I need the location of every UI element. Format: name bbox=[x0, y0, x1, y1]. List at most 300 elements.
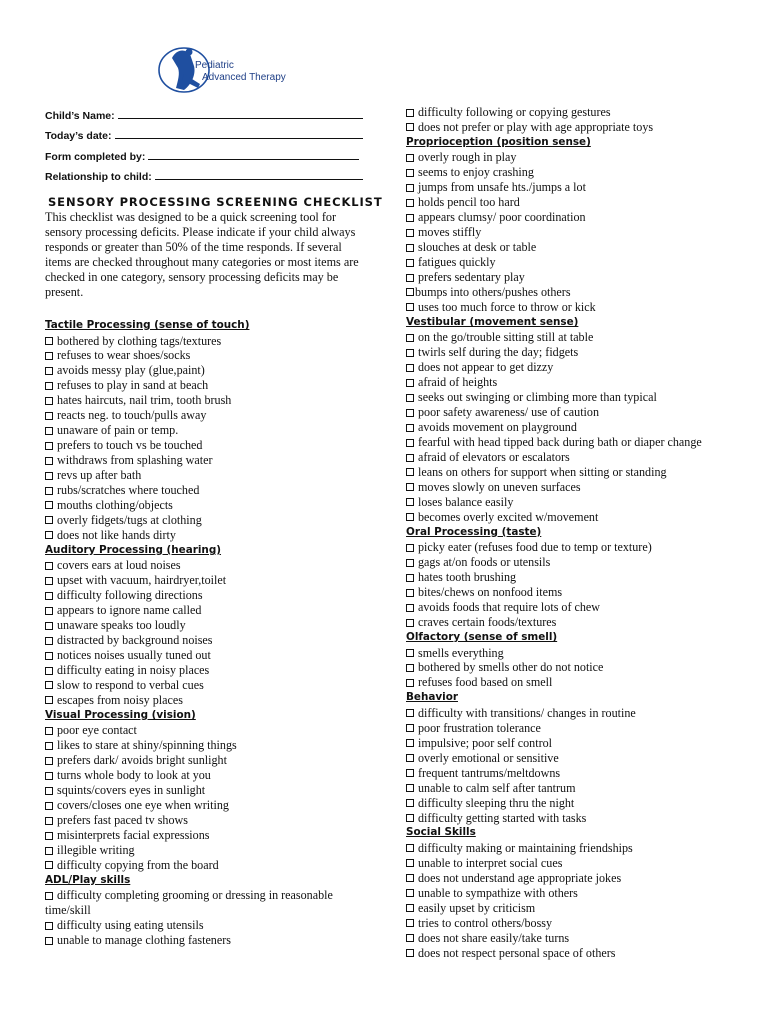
section-heading-adl-play: ADL/Play skills bbox=[45, 873, 131, 886]
checklist-item[interactable] bbox=[45, 678, 385, 693]
checklist-item[interactable] bbox=[406, 811, 751, 826]
checkbox[interactable] bbox=[45, 817, 53, 825]
checkbox[interactable] bbox=[45, 501, 53, 509]
checklist-item[interactable] bbox=[45, 723, 385, 738]
checkbox[interactable] bbox=[406, 574, 414, 582]
checkbox[interactable] bbox=[45, 577, 53, 585]
checklist-item[interactable] bbox=[45, 738, 385, 753]
checklist-item-label: avoids messy play (glue,paint) bbox=[57, 363, 205, 378]
checkbox[interactable] bbox=[45, 457, 53, 465]
checkbox[interactable] bbox=[45, 847, 53, 855]
checklist-item-label: difficulty following or copying gestures bbox=[418, 105, 611, 119]
checklist-item[interactable] bbox=[406, 435, 726, 450]
checkbox[interactable] bbox=[406, 334, 414, 342]
checklist-item[interactable] bbox=[45, 828, 385, 843]
checklist-item[interactable] bbox=[406, 675, 751, 690]
checkbox[interactable] bbox=[406, 214, 414, 222]
checklist-item-label: afraid of elevators or escalators bbox=[418, 450, 570, 465]
checkbox[interactable] bbox=[406, 559, 414, 567]
checkbox[interactable] bbox=[45, 442, 53, 450]
checklist-item-label: afraid of heights bbox=[418, 375, 498, 390]
section-heading-tactile: Tactile Processing (sense of touch) bbox=[45, 319, 250, 331]
checklist-item[interactable] bbox=[406, 405, 751, 420]
relationship-line[interactable] bbox=[155, 169, 363, 180]
checklist-item[interactable] bbox=[406, 600, 751, 615]
checkbox[interactable] bbox=[45, 472, 53, 480]
checklist-item[interactable] bbox=[406, 120, 751, 135]
checklist-item-label: difficulty copying from the board bbox=[57, 857, 219, 872]
checklist-item[interactable] bbox=[406, 646, 751, 661]
left-column bbox=[45, 318, 385, 948]
checkbox[interactable] bbox=[406, 439, 414, 447]
checkbox[interactable] bbox=[45, 337, 53, 345]
checklist-item[interactable] bbox=[406, 360, 751, 375]
checklist-item[interactable] bbox=[406, 946, 751, 961]
checklist-item-label: leans on others for support when sitting or standing bbox=[418, 464, 667, 479]
checklist-item-label: does not like hands dirty bbox=[57, 527, 176, 542]
checklist-item-label: hates haircuts, nail trim, tooth brush bbox=[57, 393, 232, 408]
section-list-adl-play bbox=[45, 888, 385, 948]
checkbox[interactable] bbox=[406, 244, 414, 252]
section-list-visual bbox=[45, 723, 385, 873]
checklist-item[interactable] bbox=[406, 420, 751, 435]
checklist-item[interactable] bbox=[406, 871, 751, 886]
checklist-item[interactable] bbox=[406, 510, 751, 525]
checkbox[interactable] bbox=[45, 772, 53, 780]
page-title: SENSORY PROCESSING SCREENING CHECKLIST bbox=[48, 195, 383, 209]
checklist-item-label: unable to sympathize with others bbox=[418, 885, 578, 900]
checklist-item[interactable] bbox=[406, 285, 751, 300]
checklist-item-label: misinterprets facial expressions bbox=[57, 828, 210, 843]
checklist-item-label: difficulty sleeping thru the night bbox=[418, 795, 575, 810]
checklist-item[interactable] bbox=[406, 255, 751, 270]
checkbox[interactable] bbox=[45, 696, 53, 704]
checklist-item-label: reacts neg. to touch/pulls away bbox=[57, 408, 207, 423]
checkbox[interactable] bbox=[45, 516, 53, 524]
checklist-item[interactable] bbox=[45, 378, 385, 393]
checklist-item-label: appears to ignore name called bbox=[57, 603, 202, 618]
checklist-item-label: difficulty following directions bbox=[57, 588, 203, 603]
checklist-item[interactable] bbox=[45, 498, 385, 513]
checklist-item[interactable] bbox=[45, 633, 385, 648]
checkbox[interactable] bbox=[406, 739, 414, 747]
checklist-item-label: holds pencil too hard bbox=[418, 195, 520, 210]
checkbox[interactable] bbox=[406, 454, 414, 462]
checklist-item-label: impulsive; poor self control bbox=[418, 735, 553, 750]
checklist-item-label: frequent tantrums/meltdowns bbox=[418, 765, 561, 780]
checklist-item[interactable] bbox=[406, 766, 751, 781]
checklist-item[interactable] bbox=[45, 783, 385, 798]
section-heading-visual: Visual Processing (vision) bbox=[45, 708, 196, 721]
checkbox[interactable] bbox=[45, 727, 53, 735]
checklist-item[interactable] bbox=[45, 393, 385, 408]
checkbox[interactable] bbox=[406, 364, 414, 372]
checklist-item-label: prefers sedentary play bbox=[418, 270, 525, 285]
checklist-item[interactable] bbox=[45, 363, 385, 378]
checklist-item[interactable] bbox=[406, 330, 751, 345]
checkbox[interactable] bbox=[45, 652, 53, 660]
checkbox[interactable] bbox=[406, 709, 414, 717]
checklist-item[interactable] bbox=[45, 933, 385, 948]
checklist-item-label: fearful with head tipped back during bath or diaper change bbox=[418, 435, 702, 450]
checklist-item[interactable] bbox=[406, 856, 751, 871]
checklist-item-label: twirls self during the day; fidgets bbox=[418, 345, 579, 360]
form-completed-by-field[interactable] bbox=[45, 149, 359, 163]
checkbox[interactable] bbox=[406, 874, 414, 882]
checklist-item[interactable] bbox=[406, 105, 751, 120]
checklist-item-label: squints/covers eyes in sunlight bbox=[57, 783, 206, 798]
checklist-item-label: bumps into others/pushes others bbox=[415, 284, 571, 299]
checklist-item-label: turns whole body to look at you bbox=[57, 768, 211, 783]
section-heading-olfactory: Olfactory (sense of smell) bbox=[406, 631, 558, 643]
checklist-item[interactable] bbox=[45, 918, 385, 933]
checklist-item[interactable] bbox=[45, 453, 385, 468]
checkbox[interactable] bbox=[406, 229, 414, 237]
checklist-item[interactable] bbox=[45, 618, 385, 633]
checklist-item-label: moves stiffly bbox=[418, 225, 482, 240]
checklist-item[interactable] bbox=[406, 796, 751, 811]
checklist-item[interactable] bbox=[45, 888, 365, 918]
section-list-proprioception bbox=[406, 150, 751, 314]
checklist-item-label: prefers fast paced tv shows bbox=[57, 813, 188, 828]
checklist-item-label: prefers to touch vs be touched bbox=[57, 438, 203, 453]
checkbox[interactable] bbox=[45, 622, 53, 630]
checklist-item-label: does not appear to get dizzy bbox=[418, 360, 554, 375]
section-heading-vestibular: Vestibular (movement sense) bbox=[406, 315, 579, 328]
checklist-item-label: difficulty eating in noisy places bbox=[57, 663, 210, 678]
checklist-item-label: jumps from unsafe hts./jumps a lot bbox=[418, 180, 586, 195]
checkbox[interactable] bbox=[406, 619, 414, 627]
checklist-item-label: upset with vacuum, hairdryer,toilet bbox=[57, 573, 227, 588]
checkbox[interactable] bbox=[45, 922, 53, 930]
section-heading-social: Social Skills bbox=[406, 826, 476, 839]
checkbox[interactable] bbox=[45, 531, 53, 539]
section-heading-proprioception: Proprioception (position sense) bbox=[406, 135, 591, 148]
checklist-item-label: hates tooth brushing bbox=[418, 570, 517, 585]
checklist-item-label: uses too much force to throw or kick bbox=[418, 299, 596, 314]
checkbox[interactable] bbox=[45, 607, 53, 615]
checkbox[interactable] bbox=[406, 409, 414, 417]
checklist-item-label: unable to manage clothing fasteners bbox=[57, 933, 231, 948]
checklist-item-label: distracted by background noises bbox=[57, 633, 213, 648]
checkbox[interactable] bbox=[406, 919, 414, 927]
checklist-item[interactable] bbox=[406, 180, 751, 195]
checkbox[interactable] bbox=[406, 889, 414, 897]
checklist-item-label: illegible writing bbox=[57, 843, 135, 857]
checkbox[interactable] bbox=[45, 412, 53, 420]
checkbox[interactable] bbox=[406, 544, 414, 552]
checkbox[interactable] bbox=[406, 184, 414, 192]
checklist-item-label: refuses to play in sand at beach bbox=[57, 378, 209, 393]
checkbox[interactable] bbox=[45, 487, 53, 495]
checklist-item[interactable] bbox=[406, 781, 751, 796]
checklist-item-label: avoids foods that require lots of chew bbox=[418, 600, 601, 615]
checklist-item[interactable] bbox=[45, 648, 385, 663]
checkbox[interactable] bbox=[406, 604, 414, 612]
checklist-item[interactable] bbox=[406, 540, 751, 555]
checklist-item[interactable] bbox=[45, 513, 385, 528]
relationship-field[interactable] bbox=[45, 169, 363, 183]
checklist-item-label: bothered by clothing tags/textures bbox=[57, 333, 222, 348]
checkbox[interactable] bbox=[406, 513, 414, 521]
checkbox[interactable] bbox=[45, 367, 53, 375]
checkbox[interactable] bbox=[45, 757, 53, 765]
checklist-item-label: gags at/on foods or utensils bbox=[418, 555, 551, 570]
section-list-oral bbox=[406, 540, 751, 630]
checklist-item[interactable] bbox=[406, 270, 751, 285]
checklist-item-label: covers/closes one eye when writing bbox=[57, 798, 229, 813]
checkbox[interactable] bbox=[406, 259, 414, 267]
checkbox[interactable] bbox=[406, 288, 414, 296]
checklist-item[interactable] bbox=[406, 165, 751, 180]
checkbox[interactable] bbox=[406, 799, 414, 807]
checklist-item-label: bites/chews on nonfood items bbox=[418, 585, 563, 600]
checklist-item-label: difficulty completing grooming or dressing in reasonable time/skill bbox=[45, 888, 333, 918]
checklist-item-label: does not respect personal space of others bbox=[418, 945, 616, 960]
checkbox[interactable] bbox=[406, 349, 414, 357]
checkbox[interactable] bbox=[45, 352, 53, 360]
checklist-item-label: unaware of pain or temp. bbox=[57, 423, 179, 438]
checkbox[interactable] bbox=[406, 904, 414, 912]
todays-date-line[interactable] bbox=[115, 128, 363, 139]
checklist-item-label: poor eye contact bbox=[57, 723, 137, 738]
checklist-item-label: unable to interpret social cues bbox=[418, 855, 563, 870]
checkbox[interactable] bbox=[406, 814, 414, 822]
checklist-item-label: difficulty getting started with tasks bbox=[418, 810, 587, 825]
checklist-item[interactable] bbox=[406, 841, 751, 856]
checkbox[interactable] bbox=[406, 784, 414, 792]
checklist-item[interactable] bbox=[406, 901, 751, 916]
checklist-item[interactable] bbox=[45, 768, 385, 783]
checklist-item-label: on the go/trouble sitting still at table bbox=[418, 330, 594, 345]
checklist-item-label: does not understand age appropriate jokes bbox=[418, 870, 622, 885]
checklist-item-label: unaware speaks too loudly bbox=[57, 618, 186, 633]
checkbox[interactable] bbox=[45, 937, 53, 945]
checklist-item[interactable] bbox=[406, 150, 751, 165]
checkbox[interactable] bbox=[406, 664, 414, 672]
checkbox[interactable] bbox=[406, 724, 414, 732]
checklist-item[interactable] bbox=[45, 663, 385, 678]
checklist-item-label: avoids movement on playground bbox=[418, 420, 577, 435]
checklist-item-label: moves slowly on uneven surfaces bbox=[418, 479, 581, 494]
checklist-item[interactable] bbox=[406, 495, 751, 510]
checkbox[interactable] bbox=[406, 468, 414, 476]
checklist-item-label: fatigues quickly bbox=[418, 255, 496, 270]
section-heading-behavior: Behavior bbox=[406, 691, 458, 704]
checkbox[interactable] bbox=[45, 681, 53, 689]
checklist-item[interactable] bbox=[45, 558, 385, 573]
checklist-item[interactable] bbox=[45, 528, 385, 543]
checkbox[interactable] bbox=[406, 379, 414, 387]
checkbox[interactable] bbox=[406, 754, 414, 762]
checkbox[interactable] bbox=[45, 562, 53, 570]
checkbox[interactable] bbox=[406, 498, 414, 506]
checklist-item-label: covers ears at loud noises bbox=[57, 558, 181, 573]
checklist-item[interactable] bbox=[406, 555, 751, 570]
checklist-item[interactable] bbox=[406, 570, 751, 585]
section-heading-oral: Oral Processing (taste) bbox=[406, 525, 542, 538]
todays-date-field[interactable] bbox=[45, 128, 363, 142]
checkbox[interactable] bbox=[45, 802, 53, 810]
checklist-item-label: withdraws from splashing water bbox=[57, 453, 213, 468]
checklist-item[interactable] bbox=[406, 721, 751, 736]
field-label: Relationship to child: bbox=[45, 171, 152, 183]
checklist-item-label: difficulty making or maintaining friendships bbox=[418, 840, 633, 855]
checkbox[interactable] bbox=[406, 154, 414, 162]
checklist-item-label: notices noises usually tuned out bbox=[57, 648, 211, 663]
checkbox[interactable] bbox=[45, 742, 53, 750]
checklist-item[interactable] bbox=[406, 345, 751, 360]
checklist-item-label: prefers dark/ avoids bright sunlight bbox=[57, 753, 227, 768]
checklist-item-label: difficulty using eating utensils bbox=[57, 918, 204, 933]
checkbox[interactable] bbox=[406, 199, 414, 207]
checklist-item-label: escapes from noisy places bbox=[57, 692, 183, 707]
field-label: Form completed by: bbox=[45, 151, 146, 163]
checkbox[interactable] bbox=[406, 303, 414, 311]
checklist-item-label: refuses to wear shoes/socks bbox=[57, 348, 191, 363]
checklist-item-label: mouths clothing/objects bbox=[57, 497, 173, 512]
checklist-item-label: becomes overly excited w/movement bbox=[418, 509, 599, 524]
checklist-item[interactable] bbox=[45, 408, 385, 423]
logo-line-1: Pediatric bbox=[195, 60, 234, 71]
checkbox[interactable] bbox=[406, 169, 414, 177]
checkbox[interactable] bbox=[45, 667, 53, 675]
checkbox[interactable] bbox=[45, 861, 53, 869]
checkbox[interactable] bbox=[406, 934, 414, 942]
section-heading-auditory: Auditory Processing (hearing) bbox=[45, 543, 222, 556]
checkbox[interactable] bbox=[406, 844, 414, 852]
checklist-item-label: overly emotional or sensitive bbox=[418, 750, 559, 765]
checklist-item-label: does not share easily/take turns bbox=[418, 930, 570, 945]
checklist-item[interactable] bbox=[45, 798, 385, 813]
section-list-tactile bbox=[45, 334, 385, 543]
checklist-item[interactable] bbox=[45, 573, 385, 588]
checklist-item[interactable] bbox=[406, 886, 751, 901]
checklist-item[interactable] bbox=[406, 195, 751, 210]
checkbox[interactable] bbox=[406, 649, 414, 657]
checklist-item[interactable] bbox=[45, 348, 385, 363]
checklist-item-label: unable to calm self after tantrum bbox=[418, 780, 576, 795]
checklist-item-label: poor frustration tolerance bbox=[418, 720, 541, 735]
intro-paragraph: This checklist was designed to be a quick screening tool for sensory processing deficits. Please indicate if your child always responds or greater than 50% of the time responds. If several items are checked throughout many categories or most items are checked in one category, sensory processing deficits may be present. bbox=[45, 210, 359, 299]
checkbox[interactable] bbox=[45, 637, 53, 645]
checklist-item[interactable] bbox=[406, 585, 751, 600]
checklist-item[interactable] bbox=[406, 931, 751, 946]
checklist-item-label: loses balance easily bbox=[418, 494, 514, 509]
checklist-item-label: seems to enjoy crashing bbox=[418, 165, 534, 180]
checkbox[interactable] bbox=[406, 109, 414, 117]
checklist-item[interactable] bbox=[406, 916, 751, 931]
checklist-item[interactable] bbox=[45, 423, 385, 438]
checkbox[interactable] bbox=[406, 274, 414, 282]
section-list-auditory bbox=[45, 558, 385, 708]
checklist-item-label: craves certain foods/textures bbox=[418, 615, 557, 630]
checklist-item[interactable] bbox=[406, 240, 751, 255]
checkbox[interactable] bbox=[406, 589, 414, 597]
checklist-item[interactable] bbox=[45, 858, 385, 873]
checklist-item[interactable] bbox=[45, 438, 385, 453]
section-list-olfactory bbox=[406, 646, 751, 691]
checklist-item-label: revs up after bath bbox=[57, 468, 142, 483]
checkbox[interactable] bbox=[406, 679, 414, 687]
child-name-field[interactable] bbox=[45, 108, 363, 122]
checklist-item[interactable] bbox=[45, 753, 385, 768]
checklist-item-label: poor safety awareness/ use of caution bbox=[418, 405, 600, 420]
checklist-item[interactable] bbox=[45, 483, 385, 498]
checkbox[interactable] bbox=[45, 832, 53, 840]
checklist-item-label: slow to respond to verbal cues bbox=[57, 677, 204, 692]
checkbox[interactable] bbox=[45, 382, 53, 390]
checklist-item-label: likes to stare at shiny/spinning things bbox=[57, 738, 237, 753]
checklist-item[interactable] bbox=[45, 334, 385, 349]
checklist-item[interactable] bbox=[406, 210, 751, 225]
checklist-item-label: tries to control others/bossy bbox=[418, 915, 553, 930]
checklist-item-label: slouches at desk or table bbox=[418, 240, 537, 255]
checklist-item[interactable] bbox=[45, 468, 385, 483]
checkbox[interactable] bbox=[45, 892, 53, 900]
checkbox[interactable] bbox=[45, 397, 53, 405]
checklist-item-label: seeks out swinging or climbing more than typical bbox=[418, 390, 657, 405]
section-list-continued bbox=[406, 105, 751, 135]
form-completed-by-line[interactable] bbox=[148, 149, 359, 160]
checklist-item[interactable] bbox=[406, 465, 751, 480]
checklist-item[interactable] bbox=[406, 375, 751, 390]
checkbox[interactable] bbox=[406, 483, 414, 491]
checklist-item-label: overly rough in play bbox=[418, 150, 517, 165]
checkbox[interactable] bbox=[406, 769, 414, 777]
checklist-item[interactable] bbox=[406, 300, 751, 315]
checkbox[interactable] bbox=[45, 592, 53, 600]
checklist-item-label: bothered by smells other do not notice bbox=[418, 660, 604, 675]
field-label: Child’s Name: bbox=[45, 110, 115, 122]
checkbox[interactable] bbox=[406, 394, 414, 402]
checkbox[interactable] bbox=[45, 787, 53, 795]
checklist-item-label: picky eater (refuses food due to temp or texture) bbox=[418, 540, 652, 555]
section-list-behavior bbox=[406, 706, 751, 826]
checklist-item-label: refuses food based on smell bbox=[418, 675, 553, 690]
checklist-item[interactable] bbox=[45, 813, 385, 828]
checklist-item[interactable] bbox=[45, 588, 385, 603]
checkbox[interactable] bbox=[45, 427, 53, 435]
checkbox[interactable] bbox=[406, 424, 414, 432]
checklist-item-label: difficulty with transitions/ changes in routine bbox=[418, 705, 636, 720]
checklist-item[interactable] bbox=[406, 660, 751, 675]
checklist-item[interactable] bbox=[406, 450, 751, 465]
checklist-item-label: does not prefer or play with age appropriate toys bbox=[418, 119, 654, 134]
checklist-item-label: rubs/scratches where touched bbox=[57, 483, 200, 498]
section-list-vestibular bbox=[406, 330, 751, 524]
checklist-item[interactable] bbox=[406, 480, 751, 495]
checkbox[interactable] bbox=[406, 859, 414, 867]
checklist-item-label: appears clumsy/ poor coordination bbox=[418, 210, 586, 225]
checklist-item[interactable] bbox=[406, 390, 751, 405]
checklist-item[interactable] bbox=[406, 736, 751, 751]
checklist-item[interactable] bbox=[406, 751, 751, 766]
checkbox[interactable] bbox=[406, 123, 414, 131]
logo-line-2: Advanced Therapy bbox=[202, 72, 286, 83]
section-list-social bbox=[406, 841, 751, 961]
child-name-line[interactable] bbox=[118, 108, 363, 119]
checklist-item[interactable] bbox=[406, 706, 751, 721]
checklist-item[interactable] bbox=[45, 693, 385, 708]
checklist-item[interactable] bbox=[406, 225, 751, 240]
checkbox[interactable] bbox=[406, 949, 414, 957]
checklist-item[interactable] bbox=[45, 843, 385, 858]
checklist-item[interactable] bbox=[406, 615, 751, 630]
checklist-item-label: smells everything bbox=[418, 645, 504, 660]
checklist-item[interactable] bbox=[45, 603, 385, 618]
field-label: Today’s date: bbox=[45, 130, 112, 142]
